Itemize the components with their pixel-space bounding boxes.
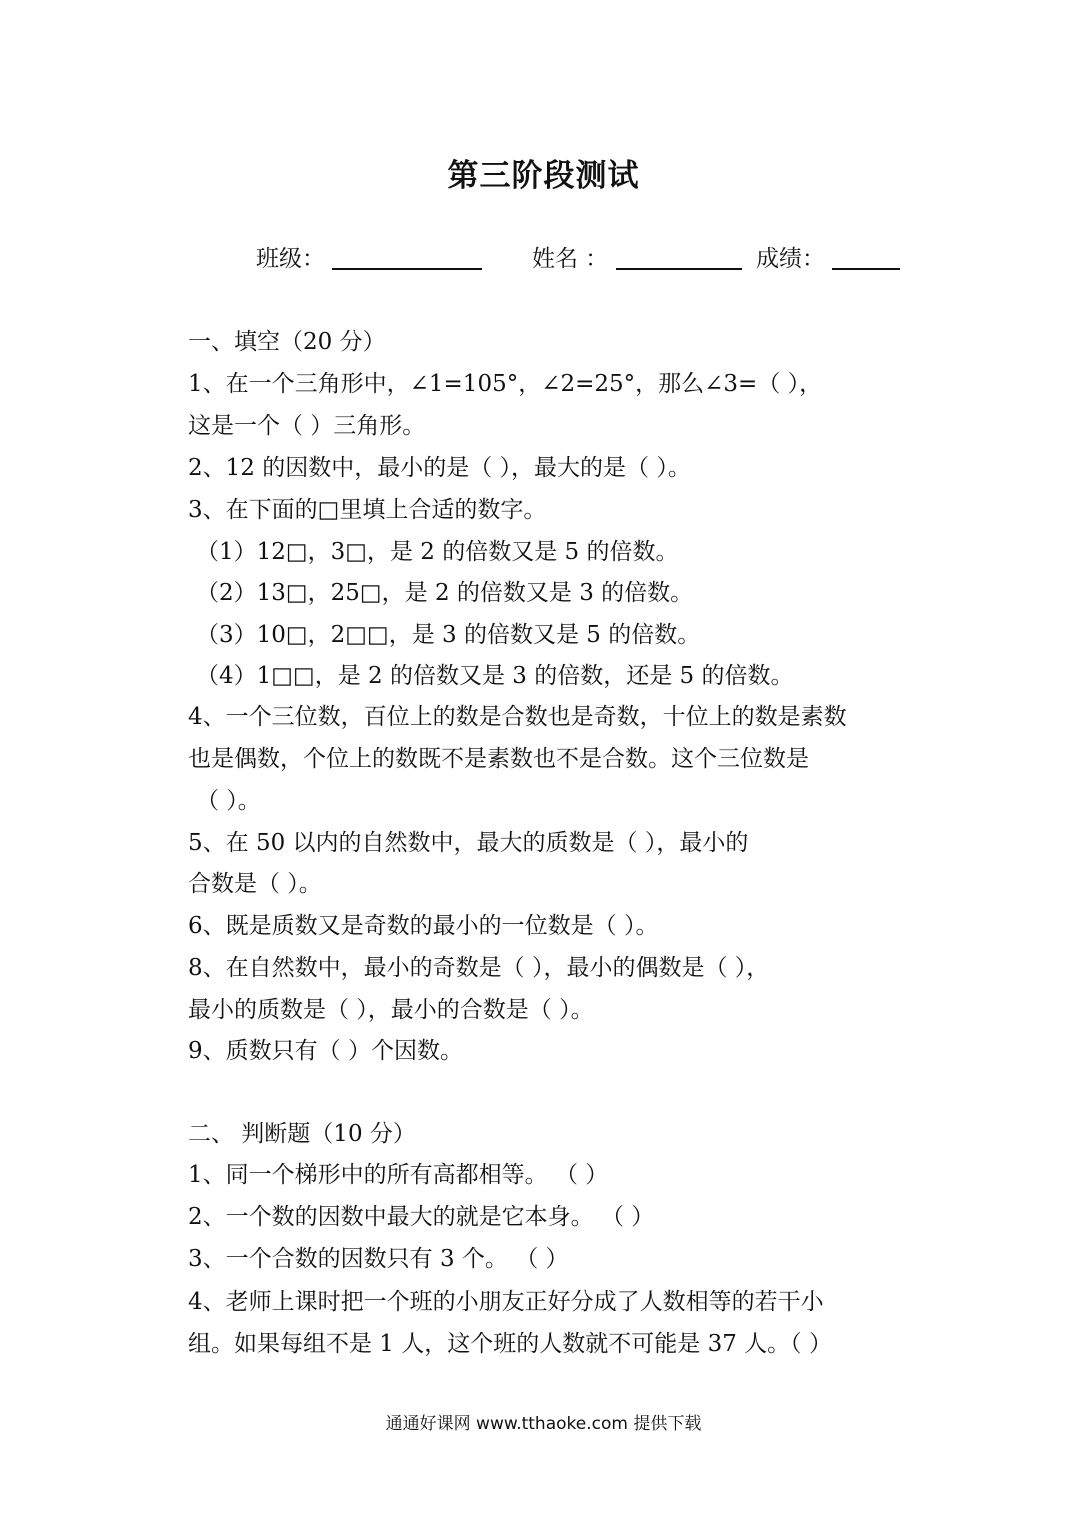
- question-line: （ ）。: [196, 788, 261, 814]
- question-line: 也是偶数，个位上的数既不是素数也不是合数。这个三位数是: [188, 746, 809, 772]
- judgement-line: 4、老师上课时把一个班的小朋友正好分成了人数相等的若干小: [188, 1289, 824, 1315]
- section1-heading: 一、填空（20 分）: [188, 329, 386, 355]
- question-line: 1、在一个三角形中，∠1=105°，∠2=25°，那么∠3=（ ），: [188, 371, 823, 397]
- judgement-line: 2、一个数的因数中最大的就是它本身。 （ ）: [188, 1204, 655, 1230]
- question-line: 最小的质数是（ ），最小的合数是（ ）。: [188, 997, 594, 1023]
- section2-heading: 二、 判断题（10 分）: [188, 1121, 416, 1147]
- question-line: 这是一个（ ）三角形。: [188, 413, 426, 439]
- question-line: 5、在 50 以内的自然数中，最大的质数是（ ），最小的: [188, 830, 749, 856]
- judgement-line: 1、同一个梯形中的所有高都相等。 （ ）: [188, 1162, 609, 1188]
- name-blank: [616, 242, 742, 270]
- sub-question-line: （1）12□，3□，是 2 的倍数又是 5 的倍数。: [196, 539, 679, 565]
- name-field: [532, 240, 742, 273]
- question-line: 8、在自然数中，最小的奇数是（ ），最小的偶数是（ ），: [188, 955, 770, 981]
- sub-question-line: （4）1□□，是 2 的倍数又是 3 的倍数，还是 5 的倍数。: [196, 663, 794, 689]
- score-blank: [832, 242, 900, 270]
- page-title: 第三阶段测试: [447, 158, 640, 194]
- question-line: 6、既是质数又是奇数的最小的一位数是（ ）。: [188, 913, 659, 939]
- judgement-line: 组。如果每组不是 1 人，这个班的人数就不可能是 37 人。（ ）: [188, 1331, 832, 1357]
- question-line: 4、一个三位数，百位上的数是合数也是奇数，十位上的数是素数: [188, 704, 847, 730]
- score-label: 成绩：: [756, 246, 825, 272]
- class-label: 班级：: [256, 246, 325, 272]
- judgement-line: 3、一个合数的因数只有 3 个。 （ ）: [188, 1246, 569, 1272]
- question-line: 2、12 的因数中，最小的是（ ），最大的是（ ）。: [188, 455, 691, 481]
- question-line: 合数是（ ）。: [188, 871, 322, 897]
- sub-question-line: （3）10□，2□□，是 3 的倍数又是 5 的倍数。: [196, 622, 701, 648]
- footer-source: 通通好课网 www.tthaoke.com 提供下载: [385, 1414, 702, 1434]
- class-field: [256, 240, 482, 273]
- name-label: 姓名 ：: [532, 246, 609, 272]
- class-blank: [332, 242, 482, 270]
- sub-question-line: （2）13□，25□，是 2 的倍数又是 3 的倍数。: [196, 580, 694, 606]
- question-line: 9、质数只有（ ）个因数。: [188, 1038, 463, 1064]
- score-field: [756, 240, 900, 273]
- question-line: 3、在下面的□里填上合适的数字。: [188, 497, 547, 523]
